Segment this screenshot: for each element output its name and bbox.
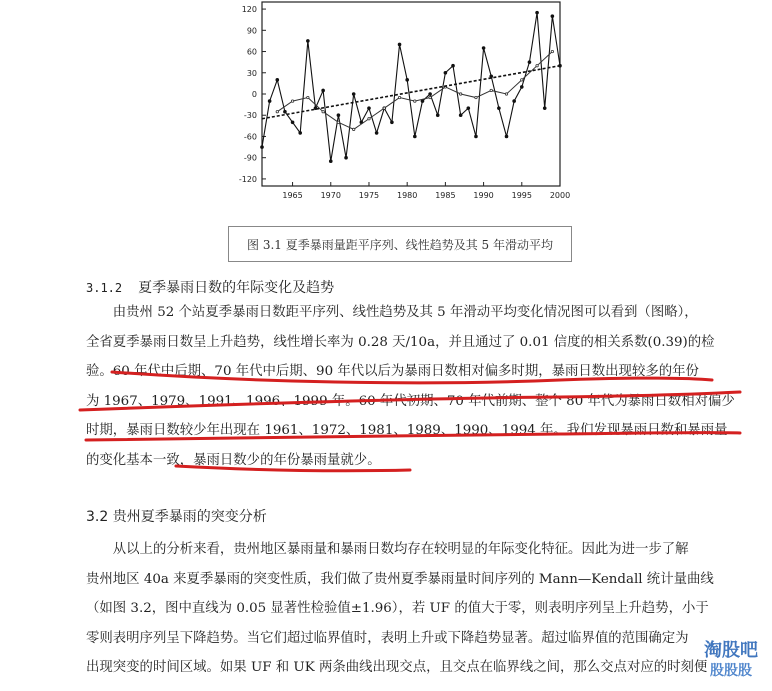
moving-average-point [551,50,553,52]
chart-axes [262,2,560,186]
series-anomaly-line [262,13,560,162]
plot-frame [262,2,560,186]
anomaly-point [268,99,272,103]
y-tick-label: 60 [246,47,257,57]
y-tick-label: 90 [246,26,257,36]
anomaly-point [413,135,417,139]
x-tick-label: 1990 [473,191,494,200]
anomaly-point [260,145,264,149]
anomaly-point [505,135,509,139]
anomaly-point [275,78,279,82]
paragraph-rain-days [86,298,744,476]
text-line: 出现突变的时间区域。如果 UF 和 UK 两条曲线出现交点，且交点在临界线之间，那么交点对应的时刻便 [86,660,708,676]
text-line: （如图 3.2，图中直线为 0.05 显著性检验值±1.96），若 UF 的值大于零，则表明序列呈上升趋势，小于 [86,601,709,617]
x-tick-label: 1985 [435,191,456,200]
anomaly-point [551,14,555,18]
section2-title: 3.2 贵州夏季暴雨的突变分析 [86,509,267,525]
y-tick-label: 30 [246,68,257,78]
text-line: 时期，暴雨日数较少年出现在 1961、1972、1981、1989、1990、1994 年。我们发现暴雨日数和暴雨量 [86,423,728,439]
anomaly-line-chart [228,0,578,212]
section-title: 夏季暴雨日数的年际变化及趋势 [138,280,335,296]
anomaly-point [390,121,394,125]
anomaly-point [321,89,325,93]
x-tick-label: 1970 [320,191,341,200]
anomaly-point [444,71,448,75]
moving-average-point [352,128,354,130]
moving-average-point [414,100,416,102]
text-line: 的变化基本一致，暴雨日数少的年份暴雨量就少。 [86,452,381,468]
x-tick-label: 2000 [549,191,571,200]
moving-average-point [536,64,538,66]
anomaly-point [535,11,539,15]
moving-average-point [383,107,385,109]
moving-average-point [291,100,293,102]
y-tick-label: -120 [238,174,257,184]
anomaly-point [298,131,302,135]
anomaly-point [337,113,341,117]
moving-average-point [322,110,324,112]
section-heading-3-1-2 [86,277,334,297]
moving-average-point [276,110,278,112]
text-line: 贵州地区 40a 来夏季暴雨的突变性质，我们做了贵州夏季暴雨量时间序列的 Mann—Kendall 统计量曲线 [86,571,714,587]
moving-average-point [368,118,370,120]
anomaly-point [283,110,287,114]
paragraph-abrupt-change [86,535,744,683]
watermark-line1: 淘股吧 [704,640,758,661]
anomaly-point [375,131,379,135]
moving-average-point [429,96,431,98]
x-tick-label: 1965 [282,191,303,200]
anomaly-point [451,64,455,68]
section-number: 3.1.2 [86,281,123,295]
moving-average-point [337,121,339,123]
anomaly-point [497,106,501,110]
anomaly-point [398,43,402,47]
text-line: 由贵州 52 个站夏季暴雨日数距平序列、线性趋势及其 5 年滑动平均变化情况图可以看到（图略）， [86,305,698,320]
text-line: 全省夏季暴雨日数呈上升趋势，线性增长率为 0.28 天/10a，并且通过了 0.01 信度的相关系数(0.39)的检 [86,334,715,350]
moving-average-point [307,96,309,98]
text-line: 零则表明序列呈下降趋势。当它们超过临界值时，表明上升或下降趋势显著。超过临界值的范围确定为 [86,630,689,646]
anomaly-point [436,113,440,117]
x-tick-label: 1975 [358,191,380,200]
text-line: 为 1967、1979、1991、1996、1999 年。60 年代初期、70 年代前期、整个 80 年代为暴雨日数相对偏少 [86,393,735,409]
x-tick-labels [282,191,570,200]
section-heading-3-2 [86,506,267,526]
y-tick-label: -90 [243,153,257,163]
y-tick-labels [239,5,257,184]
anomaly-point [467,106,471,110]
text-line: 从以上的分析来看，贵州地区暴雨量和暴雨日数均存在较明显的年际变化特征。因此为进一步了解 [86,542,689,557]
anomaly-point [329,159,333,163]
anomaly-point [520,85,524,89]
anomaly-point [428,92,432,96]
anomaly-point [291,121,295,125]
figure-caption [228,226,572,262]
y-tick-label: -30 [243,111,257,121]
moving-average-point [475,96,477,98]
anomaly-point [306,39,310,43]
anomaly-point [474,135,478,139]
figure-caption-text: 图 3.1 夏季暴雨量距平序列、线性趋势及其 5 年滑动平均 [247,237,553,252]
anomaly-point [482,46,486,50]
anomaly-point [528,60,532,64]
anomaly-point [459,113,463,117]
watermark-line2: 股股股 [710,663,752,679]
series-layer [260,11,562,163]
y-tick-label: 0 [251,90,257,99]
moving-average-point [505,93,507,95]
watermark-logo [696,641,766,687]
anomaly-point [512,99,516,103]
anomaly-point [344,156,348,160]
anomaly-point [352,92,356,96]
x-tick-label: 1995 [511,191,532,200]
anomaly-point [405,78,409,82]
moving-average-point [521,79,523,81]
moving-average-point [398,96,400,98]
text-line: 验。60 年代中后期、70 年代中后期、90 年代以后为暴雨日数相对偏多时期，暴雨日数出现较多的年份 [86,364,699,380]
y-tick-label: -60 [243,132,257,142]
moving-average-point [490,89,492,91]
x-tick-label: 1980 [396,191,418,200]
anomaly-point [367,106,371,110]
anomaly-point [543,106,547,110]
y-tick-label: 120 [241,5,257,15]
moving-average-point [459,93,461,95]
